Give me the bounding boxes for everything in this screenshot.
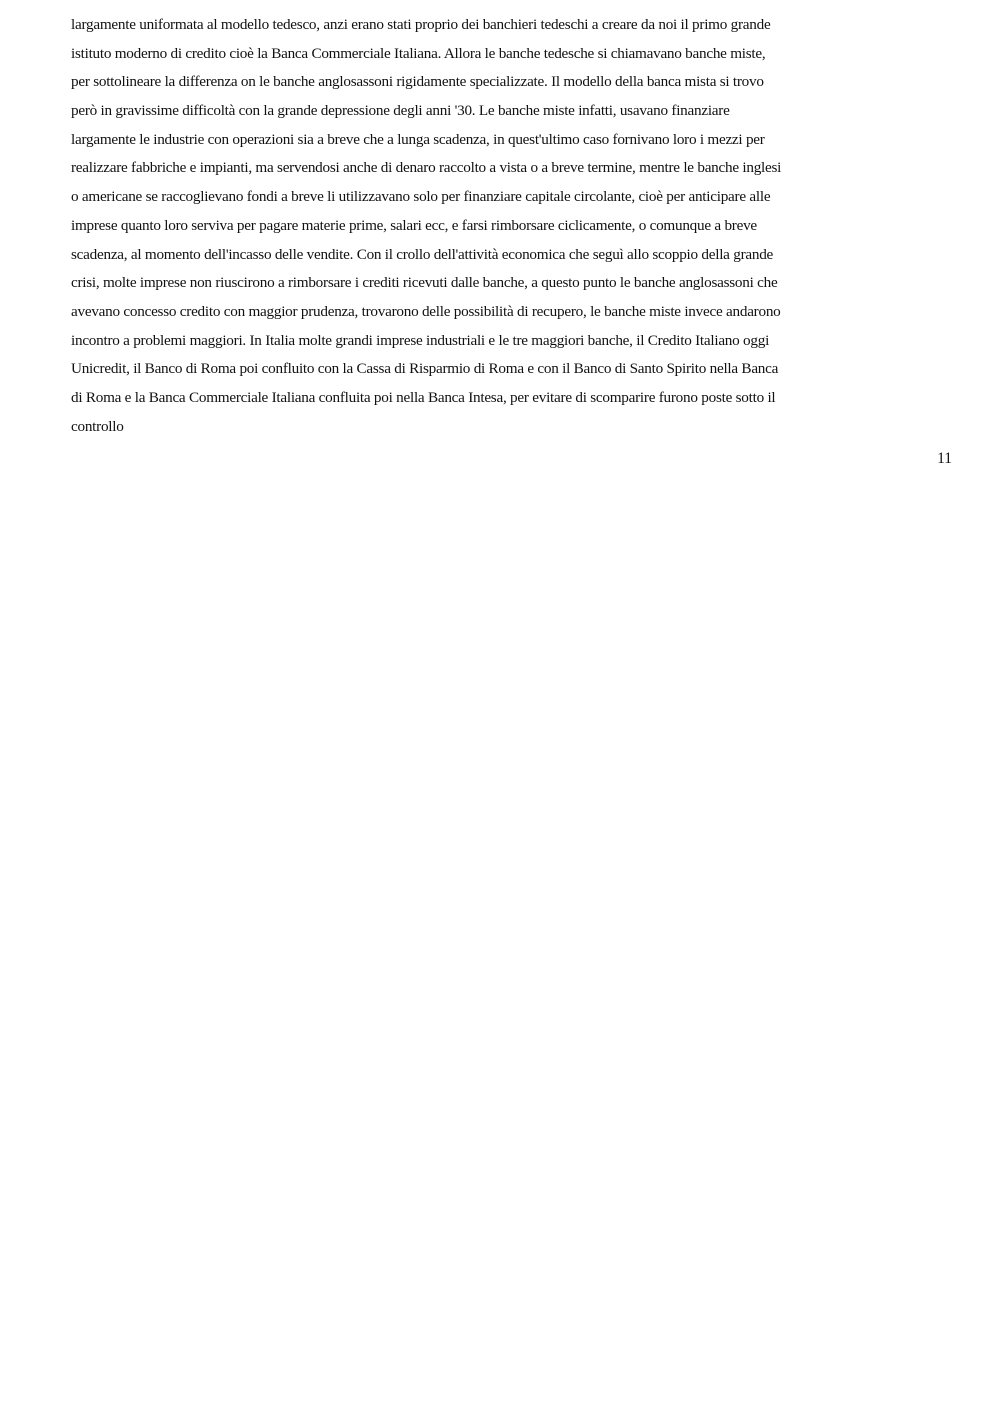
text-line: largamente uniformata al modello tedesco, anzi erano stati proprio dei banchieri tedeschi a creare da noi il primo grande (71, 16, 771, 33)
text-line: crisi, molte imprese non riuscirono a rimborsare i crediti ricevuti dalle banche, a questo punto le banche anglosassoni che (71, 274, 778, 292)
text-line: scadenza, al momento dell'incasso delle vendite. Con il crollo dell'attività economica che seguì allo scoppio della grande (71, 245, 774, 263)
text-line: realizzare fabbriche e impianti, ma servendosi anche di denaro raccolto a vista o a breve termine, mentre le banche inglesi (71, 159, 782, 177)
page-number: 11 (937, 450, 952, 467)
text-line: o americane se raccoglievano fondi a breve li utilizzavano solo per finanziare capitale circolante, cioè per anticipare alle (71, 188, 771, 206)
text-line: incontro a problemi maggiori. In Italia molte grandi imprese industriali e le tre maggiori banche, il Credito Italiano oggi (71, 331, 770, 349)
text-line: istituto moderno di credito cioè la Banca Commerciale Italiana. Allora le banche tedesche si chiamavano banche miste, (71, 44, 766, 62)
text-line: però in gravissime difficoltà con la grande depressione degli anni '30. Le banche miste infatti, usavano finanziare (71, 102, 730, 120)
text-line: di Roma e la Banca Commerciale Italiana confluita poi nella Banca Intesa, per evitare di scomparire furono poste sotto il (71, 388, 776, 406)
text-line: largamente le industrie con operazioni sia a breve che a lunga scadenza, in quest'ultimo caso fornivano loro i mezzi per (71, 130, 765, 148)
text-line: controllo (71, 417, 124, 435)
text-line: per sottolineare la differenza on le banche anglosassoni rigidamente specializzate. Il modello della banca mista si trovo (71, 73, 764, 91)
text-line: imprese quanto loro serviva per pagare materie prime, salari ecc, e farsi rimborsare ciclicamente, o comunque a breve (71, 216, 757, 234)
text-line: avevano concesso credito con maggior prudenza, trovarono delle possibilità di recupero, le banche miste invece andarono (71, 302, 781, 320)
body-paragraph (71, 11, 901, 441)
text-line: Unicredit, il Banco di Roma poi confluito con la Cassa di Risparmio di Roma e con il Banco di Santo Spirito nella Banca (71, 360, 779, 378)
